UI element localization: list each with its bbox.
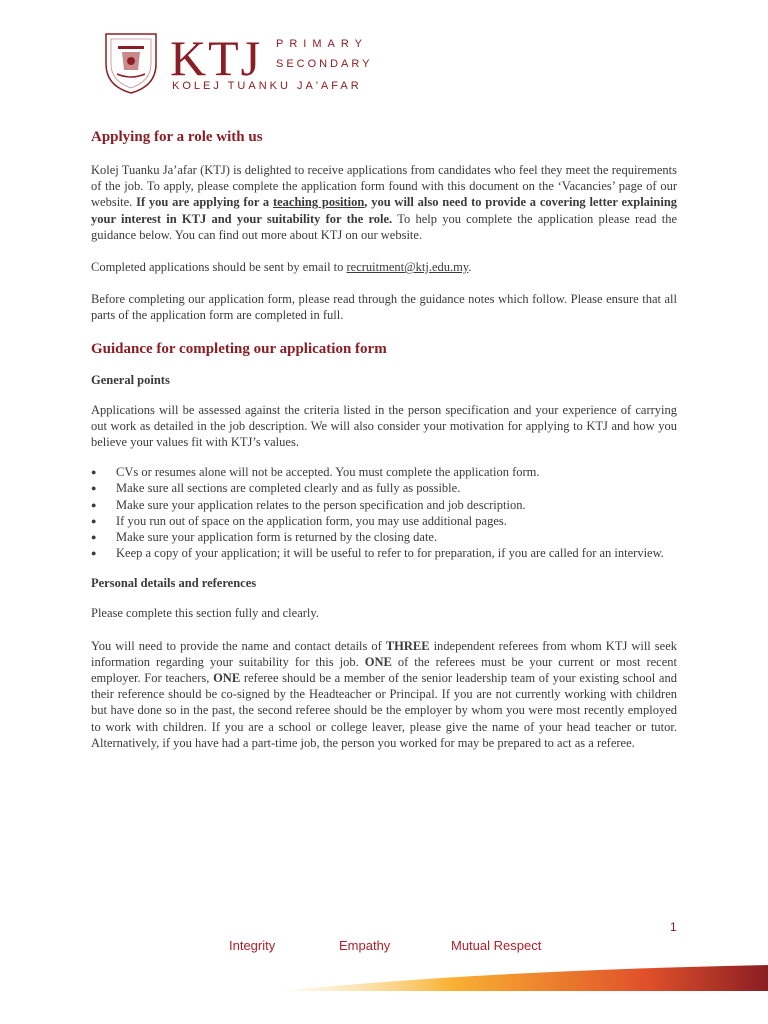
applying-paragraph-2: Completed applications should be sent by email to recruitment@ktj.edu.my.: [91, 260, 472, 275]
general-points-list: [91, 464, 677, 561]
school-logo-header: [100, 26, 520, 100]
page-number: 1: [670, 920, 677, 934]
footer-value-empathy: Empathy: [339, 938, 391, 953]
footer-value-mutual-respect: Mutual Respect: [451, 938, 542, 953]
list-item: ● Keep a copy of your application; it will be useful to refer to for preparation, if you are called for an interview.: [111, 545, 677, 561]
footer-value-integrity: Integrity: [229, 938, 276, 953]
list-item: ● If you run out of space on the application form, you may use additional pages.: [111, 513, 677, 529]
list-item: ● Make sure your application relates to the person specification and job description.: [111, 497, 677, 513]
list-item: ● Make sure all sections are completed clearly and as fully as possible.: [111, 480, 677, 496]
personal-paragraph-1: Please complete this section fully and clearly.: [91, 606, 319, 621]
school-crest-icon: [100, 30, 162, 96]
recruitment-email-link[interactable]: recruitment@ktj.edu.my: [346, 260, 469, 275]
list-item: ● Make sure your application form is returned by the closing date.: [111, 529, 677, 545]
brand-wordmark: KTJ: [170, 30, 263, 86]
section-title-applying: Applying for a role with us: [91, 129, 263, 145]
subheading-general-points: General points: [91, 372, 170, 387]
applying-paragraph-1: Kolej Tuanku Ja’afar (KTJ) is delighted to receive applications from candidates who feel they meet the requirements of the job. To apply, please complete the application form found with this document on the ‘Vacancies’ page of our website. If you are applying for a teaching position, you will also need to provide a covering letter explaining your interest in KTJ and your suitability for the role. To help you complete the application please read the guidance below. You can find out more about KTJ on our website.: [91, 163, 678, 242]
brand-tagline-primary: PRIMARY: [276, 38, 368, 50]
personal-paragraph-2: You will need to provide the name and contact details of THREE independent referees from whom KTJ will seek information regarding your suitability for this job. ONE of the referees must be your current or most recent employer. For teachers, ONE referee should be a member of the senior leadership team of your existing school and their reference should be co-signed by the Headteacher or Principal. If you are not currently working with children but have done so in the past, the second referee should be the employer by whom you were most recently employed to work with children. If you are a school or college leaver, please give the name of your head teacher or tutor. Alternatively, if you have had a part-time job, the person you worked for may be prepared to act as a referee.: [91, 638, 677, 750]
applying-paragraph-3: Before completing our application form, please read through the guidance notes which follow. Please ensure that all parts of the application form are completed in full.: [91, 292, 677, 323]
general-points-paragraph: Applications will be assessed against the criteria listed in the person specification and your experience of carrying out work as detailed in the job description. We will also consider your motivation for applying to KTJ and how you believe your values fit with KTJ’s values.: [91, 402, 677, 450]
document-body: [91, 128, 677, 751]
section-title-guidance: Guidance for completing our application form: [91, 340, 387, 357]
school-name: KOLEJ TUANKU JA'AFAR: [172, 80, 362, 92]
subheading-personal-details: Personal details and references: [91, 576, 257, 591]
brand-tagline-secondary: SECONDARY: [276, 58, 373, 70]
footer-gradient-bar: [280, 965, 768, 991]
list-item: ● CVs or resumes alone will not be accepted. You must complete the application form.: [111, 464, 677, 480]
